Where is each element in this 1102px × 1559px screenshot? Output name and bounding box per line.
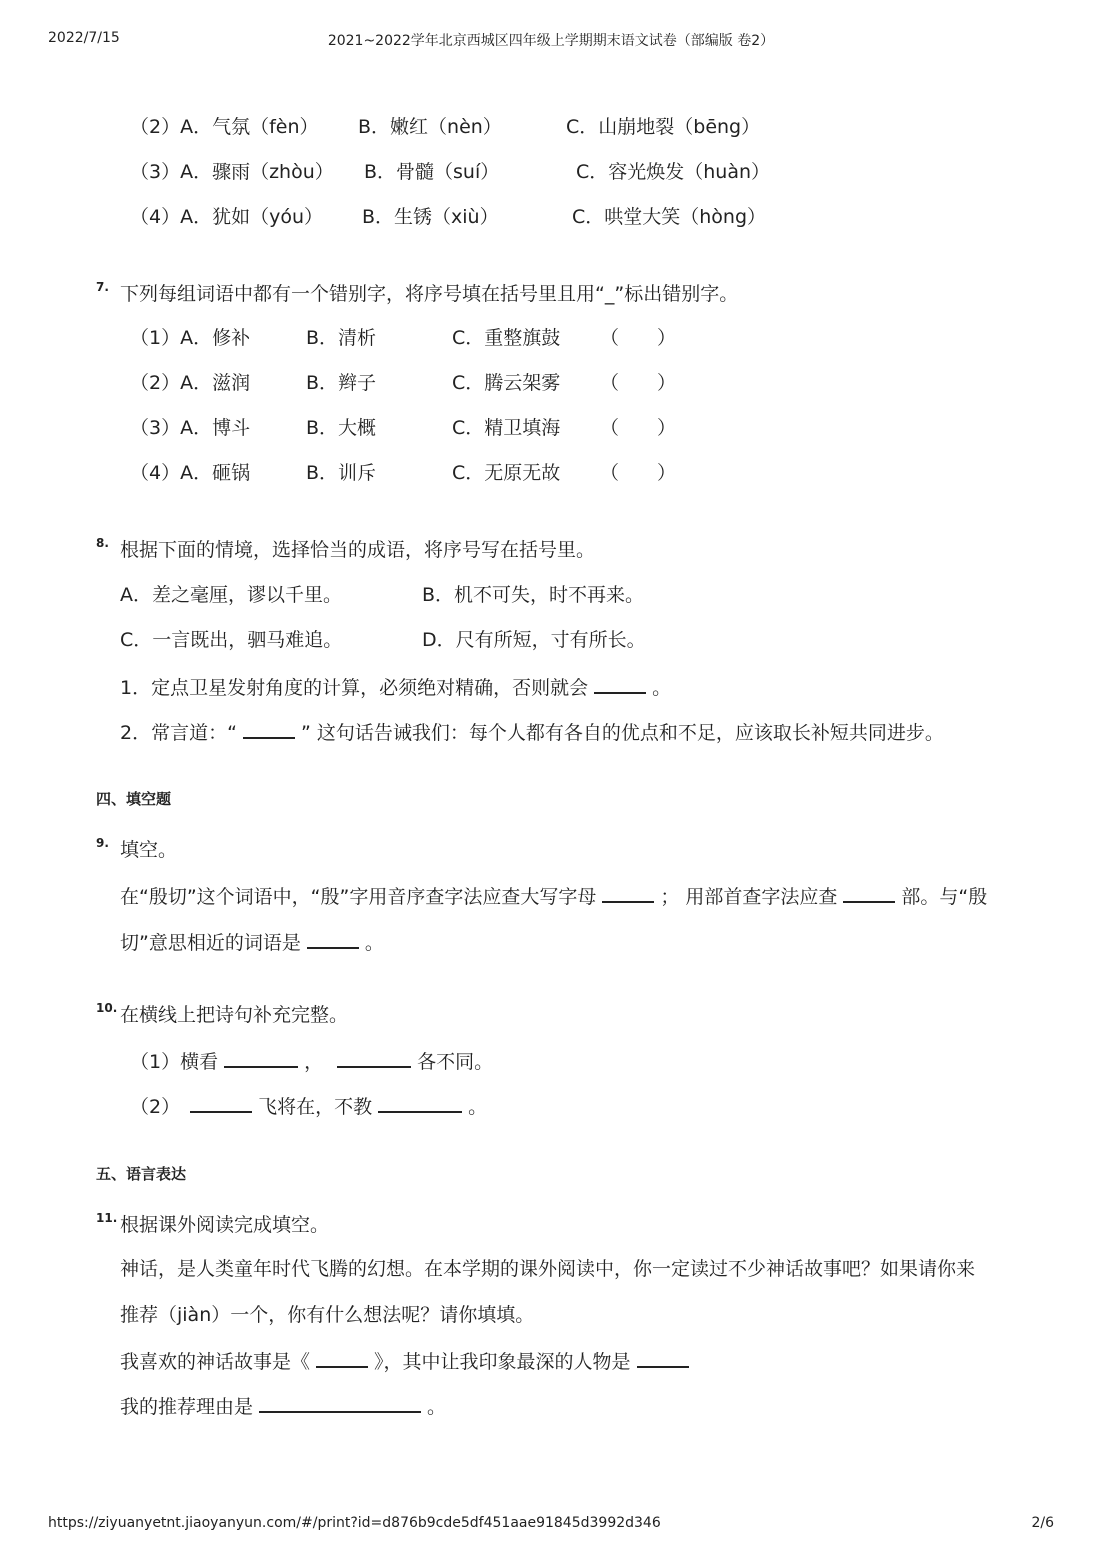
q9-l2-end: 。 xyxy=(364,932,384,954)
q9-letter-blank[interactable] xyxy=(602,883,654,903)
q7-row-4-c: C．无原无故 xyxy=(452,462,561,484)
q8-stem: 根据下面的情境，选择恰当的成语，将序号写在括号里。 xyxy=(120,539,596,561)
q7-number: 7. xyxy=(96,280,109,294)
q9-number: 9. xyxy=(96,836,109,850)
q6-row-3-b: B．骨髓（suí） xyxy=(364,161,500,183)
q9-l2-text: 切”意思相近的词语是 xyxy=(120,932,301,954)
q7-row-3-answer[interactable]: （ ） xyxy=(600,417,677,439)
q8-number: 8. xyxy=(96,536,109,550)
q6-row-4-a: （4）A．犹如（yóu） xyxy=(130,206,323,228)
q11-paragraph-2: 推荐（jiàn）一个，你有什么想法呢？请你填填。 xyxy=(120,1304,535,1326)
q10-l1-text: （1）横看 xyxy=(130,1051,219,1073)
q7-row-3-a: （3）A．博斗 xyxy=(130,417,251,439)
q11-story-blank[interactable] xyxy=(316,1348,368,1368)
q10-l2-blank-1[interactable] xyxy=(190,1093,252,1113)
q10-stem: 在横线上把诗句补充完整。 xyxy=(120,1004,349,1026)
q11-l3-mid: 》，其中让我印象最深的人物是 xyxy=(374,1351,631,1373)
section-4-heading: 四、填空题 xyxy=(96,790,172,808)
q10-l2-mid: 飞将在，不教 xyxy=(258,1096,373,1118)
q9-radical-blank[interactable] xyxy=(843,883,895,903)
q8-s2-end: ” 这句话告诫我们：每个人都有各自的优点和不足，应该取长补短共同进步。 xyxy=(300,722,944,744)
q7-row-3-c: C．精卫填海 xyxy=(452,417,561,439)
q9-l1-end: 部。与“殷 xyxy=(901,886,988,908)
q9-synonym-blank[interactable] xyxy=(307,929,359,949)
q7-row-2-answer[interactable]: （ ） xyxy=(600,372,677,394)
q6-row-2-c: C．山崩地裂（bēng） xyxy=(566,116,761,138)
q10-l1-blank-1[interactable] xyxy=(224,1048,298,1068)
q10-number: 10. xyxy=(96,1001,118,1015)
q8-s2-text: 2．常言道：“ xyxy=(120,722,237,744)
q11-line-3 xyxy=(120,1348,695,1374)
q7-row-2-a: （2）A．滋润 xyxy=(130,372,251,394)
q8-sentence-2 xyxy=(120,719,944,745)
header-title: 2021~2022学年北京西城区四年级上学期期末语文试卷（部编版 卷2） xyxy=(327,33,775,49)
q11-l4-text: 我的推荐理由是 xyxy=(120,1396,254,1418)
q10-l1-comma: ， xyxy=(304,1051,324,1073)
q6-row-3-c: C．容光焕发（huàn） xyxy=(576,161,771,183)
q6-row-3-a: （3）A．骤雨（zhòu） xyxy=(130,161,334,183)
q6-row-2-b: B．嫩红（nèn） xyxy=(358,116,502,138)
q11-reason-blank[interactable] xyxy=(259,1393,421,1413)
q8-s1-end: 。 xyxy=(652,677,672,699)
q11-paragraph-1: 神话，是人类童年时代飞腾的幻想。在本学期的课外阅读中，你一定读过不少神话故事吧？如果请你来 xyxy=(120,1258,976,1280)
footer-page-number: 2/6 xyxy=(1031,1515,1054,1531)
q6-row-2-a: （2）A．气氛（fèn） xyxy=(130,116,319,138)
q10-line-2 xyxy=(130,1093,487,1119)
q10-l2-end: 。 xyxy=(468,1096,488,1118)
q9-l1-mid: ； 用部首查字法应查 xyxy=(660,886,838,908)
q10-l2-text: （2） xyxy=(130,1096,181,1118)
q7-row-2-c: C．腾云架雾 xyxy=(452,372,561,394)
q7-row-1-answer[interactable]: （ ） xyxy=(600,327,677,349)
q7-stem: 下列每组词语中都有一个错别字，将序号填在括号里且用“_”标出错别字。 xyxy=(120,283,739,305)
q10-l1-blank-2[interactable] xyxy=(337,1048,411,1068)
q6-row-4-b: B．生锈（xiù） xyxy=(362,206,499,228)
q7-row-3-b: B．大概 xyxy=(306,417,377,439)
q11-line-4 xyxy=(120,1393,446,1419)
q9-stem: 填空。 xyxy=(120,839,178,861)
q6-row-4-c: C．哄堂大笑（hòng） xyxy=(572,206,767,228)
q8-option-b: B．机不可失，时不再来。 xyxy=(422,584,645,606)
q10-line-1 xyxy=(130,1048,493,1074)
q8-s1-blank[interactable] xyxy=(594,674,646,694)
q7-row-4-answer[interactable]: （ ） xyxy=(600,462,677,484)
q9-l1-text: 在“殷切”这个词语中，“殷”字用音序查字法应查大写字母 xyxy=(120,886,597,908)
q7-row-4-b: B．训斥 xyxy=(306,462,377,484)
q7-row-1-c: C．重整旗鼓 xyxy=(452,327,561,349)
footer-url[interactable]: https://ziyuanyetnt.jiaoyanyun.com/#/print?id=d876b9cde5df451aae91845d3992d346 xyxy=(48,1515,661,1531)
header-date: 2022/7/15 xyxy=(48,30,120,46)
q8-option-c: C．一言既出，驷马难追。 xyxy=(120,629,343,651)
q8-s1-text: 1．定点卫星发射角度的计算，必须绝对精确，否则就会 xyxy=(120,677,589,699)
q7-row-4-a: （4）A．砸锅 xyxy=(130,462,251,484)
q10-l1-end: 各不同。 xyxy=(417,1051,494,1073)
q8-option-a: A．差之毫厘，谬以千里。 xyxy=(120,584,342,606)
q11-stem: 根据课外阅读完成填空。 xyxy=(120,1214,330,1236)
q8-sentence-1 xyxy=(120,674,671,700)
q11-l3-text: 我喜欢的神话故事是《 xyxy=(120,1351,311,1373)
q9-line-2 xyxy=(120,929,384,955)
section-5-heading: 五、语言表达 xyxy=(96,1165,187,1183)
q9-line-1 xyxy=(120,883,987,909)
q11-l4-end: 。 xyxy=(427,1396,447,1418)
q7-row-1-b: B．清析 xyxy=(306,327,377,349)
q11-character-blank[interactable] xyxy=(637,1348,689,1368)
q8-s2-blank[interactable] xyxy=(243,719,295,739)
q11-number: 11. xyxy=(96,1211,118,1225)
q8-option-d: D．尺有所短，寸有所长。 xyxy=(422,629,646,651)
q7-row-1-a: （1）A．修补 xyxy=(130,327,251,349)
q7-row-2-b: B．辫子 xyxy=(306,372,377,394)
q10-l2-blank-2[interactable] xyxy=(378,1093,462,1113)
